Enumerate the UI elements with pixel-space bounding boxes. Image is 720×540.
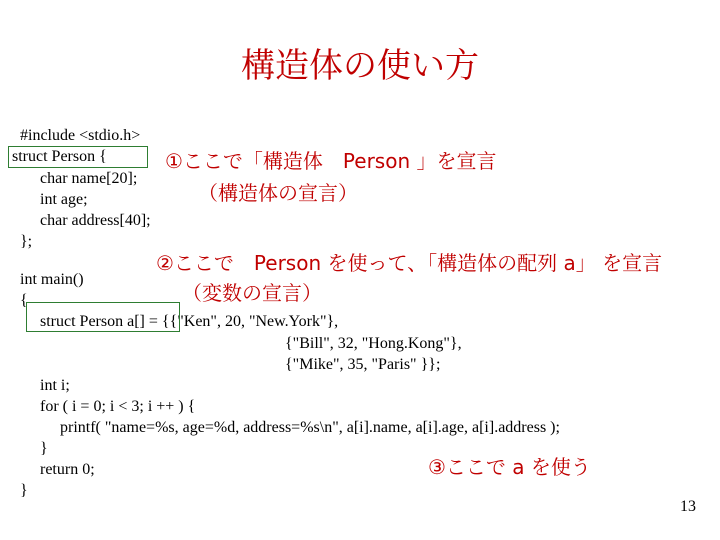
page-number: 13 — [680, 498, 696, 515]
code-line-int-i: int i; — [40, 377, 70, 394]
annotation-2-line2: （変数の宣言） — [182, 281, 322, 305]
code-line-brace-open: { — [20, 292, 28, 309]
annotation-1-line1: ①ここで「構造体 Person 」を宣言 — [165, 149, 497, 173]
annotation-2-line1: ②ここで Person を使って、「構造体の配列 a」 を宣言 — [156, 251, 663, 275]
highlight-box-struct-person — [8, 146, 148, 168]
code-line-struct-open: struct Person { — [12, 148, 107, 165]
code-line-for: for ( i = 0; i < 3; i ++ ) { — [40, 398, 196, 415]
annotation-1-line2: （構造体の宣言） — [198, 181, 358, 205]
code-line-age: int age; — [40, 191, 88, 208]
code-line-brace-close: } — [20, 482, 28, 499]
code-line-array-decl: struct Person a[] = {{"Ken", 20, "New.York"}, — [40, 313, 339, 330]
code-line-array-bill: {"Bill", 32, "Hong.Kong"}, — [285, 335, 462, 352]
annotation-3: ③ここで a を使う — [428, 455, 591, 479]
code-line-struct-close: }; — [20, 233, 33, 250]
highlight-box-struct-person-array — [26, 302, 180, 332]
slide-title: 構造体の使い方 — [241, 46, 479, 86]
code-line-return: return 0; — [40, 461, 95, 478]
code-line-name: char name[20]; — [40, 170, 138, 187]
code-line-include: #include <stdio.h> — [20, 127, 141, 144]
code-line-for-close: } — [40, 440, 48, 457]
code-line-printf: printf( "name=%s, age=%d, address=%s\n", a[i].name, a[i].age, a[i].address ); — [60, 419, 560, 436]
code-line-main: int main() — [20, 271, 84, 288]
code-line-array-mike: {"Mike", 35, "Paris" }}; — [285, 356, 441, 373]
code-line-address: char address[40]; — [40, 212, 151, 229]
